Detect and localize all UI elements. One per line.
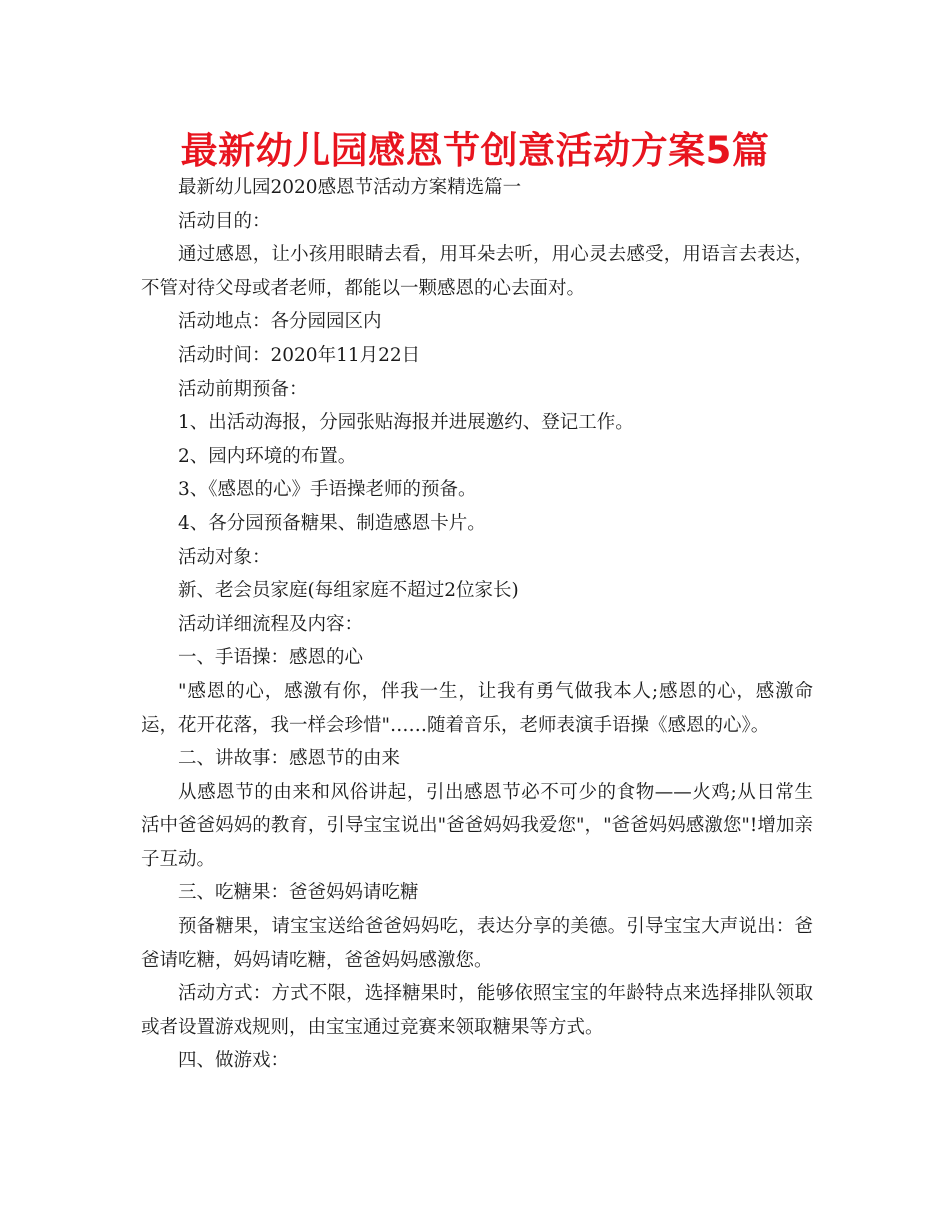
paragraph: 预备糖果，请宝宝送给爸爸妈妈吃，表达分享的美德。引导宝宝大声说出：爸爸请吃糖，妈妈请吃糖，爸爸妈妈感激您。 xyxy=(141,916,813,971)
list-item: 2、园内环境的布置。 xyxy=(178,445,357,467)
list-item: 3、《感恩的心》手语操老师的预备。 xyxy=(178,479,477,501)
list-item: 4、各分园预备糖果、制造感恩卡片。 xyxy=(178,512,486,534)
paragraph: 活动前期预备： xyxy=(178,378,308,400)
paragraph: 活动对象： xyxy=(178,546,271,568)
paragraph: 活动详细流程及内容： xyxy=(178,613,364,635)
document-title: 最新幼儿园感恩节创意活动方案5篇 xyxy=(180,129,770,172)
subsection-heading: 二、讲故事：感恩节的由来 xyxy=(178,748,401,770)
paragraph: 活动方式：方式不限，选择糖果时，能够依照宝宝的年龄特点来选择排队领取或者设置游戏规则，由宝宝通过竞赛来领取糖果等方式。 xyxy=(141,983,813,1038)
paragraph: 新、老会员家庭(每组家庭不超过2位家长) xyxy=(178,580,519,602)
subsection-heading: 四、做游戏： xyxy=(178,1050,290,1072)
subsection-heading: 一、手语操：感恩的心 xyxy=(178,647,364,669)
document-body xyxy=(141,171,813,1078)
paragraph: 从感恩节的由来和风俗讲起，引出感恩节必不可少的食物——火鸡;从日常生活中爸爸妈妈的教育，引导宝宝说出"爸爸妈妈我爱您"，"爸爸妈妈感激您"!增加亲子互动。 xyxy=(141,781,813,870)
paragraph: 活动目的： xyxy=(178,210,271,232)
paragraph: "感恩的心，感激有你，伴我一生，让我有勇气做我本人;感恩的心，感激命运，花开花落，我一样会珍惜"……随着音乐，老师表演手语操《感恩的心》。 xyxy=(141,680,813,736)
paragraph: 活动时间：2020年11月22日 xyxy=(178,344,421,366)
paragraph: 活动地点：各分园园区内 xyxy=(178,311,382,333)
section-heading: 最新幼儿园2020感恩节活动方案精选篇一 xyxy=(178,177,522,198)
paragraph: 通过感恩，让小孩用眼睛去看，用耳朵去听，用心灵去感受，用语言去表达，不管对待父母或者老师，都能以一颗感恩的心去面对。 xyxy=(141,244,813,299)
list-item: 1、出活动海报，分园张贴海报并进展邀约、登记工作。 xyxy=(178,412,634,434)
subsection-heading: 三、吃糖果：爸爸妈妈请吃糖 xyxy=(178,882,419,904)
